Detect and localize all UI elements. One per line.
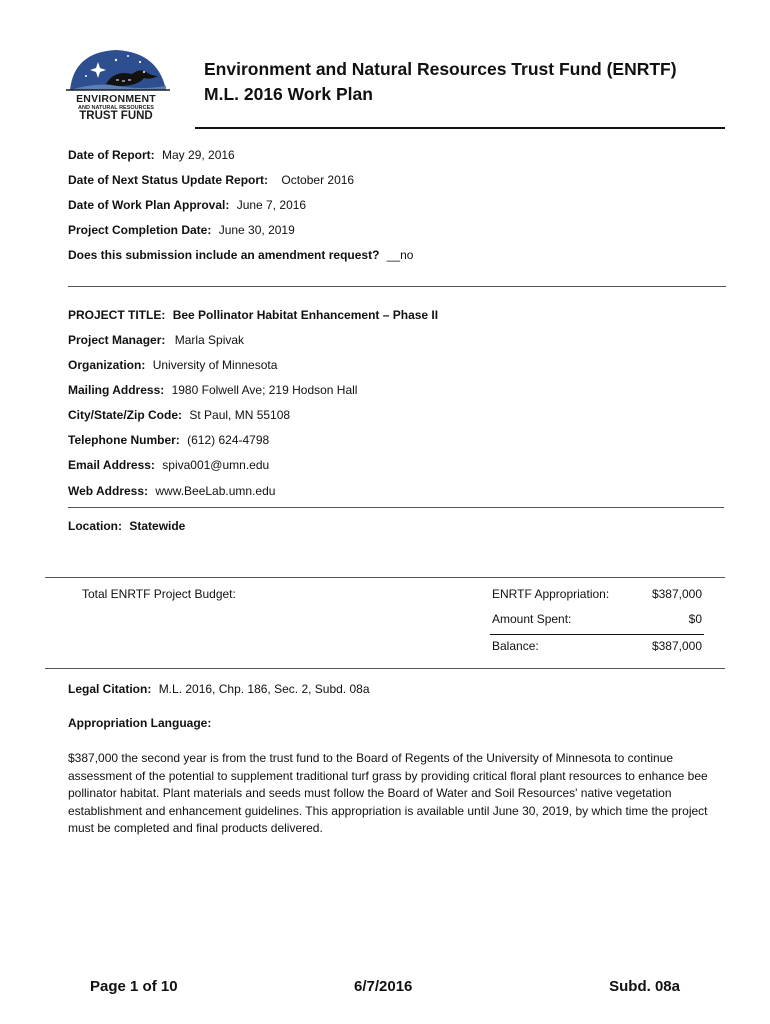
document-title [204,57,677,107]
legal-citation [68,682,370,696]
organization [68,358,277,372]
manager-value: Marla Spivak [174,333,245,347]
citation-label: Legal Citation: [68,682,152,696]
appropriation-language-text: $387,000 the second year is from the trust fund to the Board of Regents of the University of Minnesota to continue assessment of the potential to supplement traditional turf grass by providing critical floral plant resources to enhance bee pollinator habitat. Plant materials and seeds must follow the Board of Water and Soil Resources' native vegetation establishment and enhancement guidelines. This appropriation is available until June 30, 2019, by which time the project must be completed and final products delivered. [68,751,708,835]
mailing-value: 1980 Folwell Ave; 219 Hodson Hall [171,383,358,397]
project-completion [68,223,295,237]
budget-top-rule [45,577,725,578]
mailing-label: Mailing Address: [68,383,165,397]
web-address [68,484,275,498]
amendment-label: Does this submission include an amendment request? [68,248,380,262]
city-label: City/State/Zip Code: [68,408,183,422]
logo-line-2: AND NATURAL RESOURCES [78,105,154,111]
logo-line-1: ENVIRONMENT [76,93,156,105]
balance-rule [490,634,704,635]
next-status-report [68,173,354,187]
amendment-request [68,248,413,262]
next-status-value: October 2016 [281,173,355,187]
project-title-value: Bee Pollinator Habitat Enhancement – Phase II [172,308,439,322]
mailing-address [68,383,357,397]
enrtf-logo [66,46,186,120]
phone-value: (612) 624-4798 [187,433,270,447]
spent-value: $0 [688,612,702,626]
email-value[interactable]: spiva001@umn.edu [162,458,270,472]
section-rule-2 [68,507,724,508]
completion-value: June 30, 2019 [218,223,295,237]
amendment-value: __no [386,248,414,262]
section-rule-1 [68,286,726,287]
balance-label: Balance: [492,639,539,653]
header-rule [195,127,725,129]
date-of-report-label: Date of Report: [68,148,155,162]
project-manager [68,333,244,347]
balance-value: $387,000 [651,639,702,653]
appropriation-value: $387,000 [651,587,702,601]
web-label: Web Address: [68,484,149,498]
footer-date: 6/7/2016 [354,978,413,995]
project-title-label: PROJECT TITLE: [68,308,166,322]
appropriation-language-heading [68,716,211,730]
date-of-report-value: May 29, 2016 [162,148,235,162]
phone-label: Telephone Number: [68,433,180,447]
appropriation-label: ENRTF Appropriation: [492,587,610,601]
location [68,519,185,533]
approval-value: June 7, 2016 [236,198,307,212]
org-label: Organization: [68,358,146,372]
telephone [68,433,269,447]
email-label: Email Address: [68,458,155,472]
date-of-report [68,148,235,162]
budget-bottom-rule [45,668,725,669]
spent-label: Amount Spent: [492,612,572,626]
manager-label: Project Manager: [68,333,166,347]
citation-value: M.L. 2016, Chp. 186, Sec. 2, Subd. 08a [158,682,370,696]
web-value[interactable]: www.BeeLab.umn.edu [155,484,276,498]
location-value: Statewide [129,519,186,533]
next-status-label: Date of Next Status Update Report: [68,173,269,187]
org-value: University of Minnesota [152,358,278,372]
total-budget-label: Total ENRTF Project Budget: [82,587,236,601]
logo-line-3: TRUST FUND [79,110,153,122]
footer-page-number: Page 1 of 10 [90,978,178,995]
title-line-1: Environment and Natural Resources Trust Fund (ENRTF) [204,59,677,79]
appropriation-language-label: Appropriation Language: [68,716,212,730]
loon-emblem-icon [66,46,186,94]
city-state-zip [68,408,290,422]
footer-subdivision: Subd. 08a [609,978,680,995]
project-title [68,308,438,322]
title-line-2: M.L. 2016 Work Plan [204,84,373,104]
completion-label: Project Completion Date: [68,223,212,237]
approval-label: Date of Work Plan Approval: [68,198,230,212]
work-plan-approval [68,198,306,212]
location-label: Location: [68,519,122,533]
email [68,458,269,472]
city-value: St Paul, MN 55108 [189,408,291,422]
